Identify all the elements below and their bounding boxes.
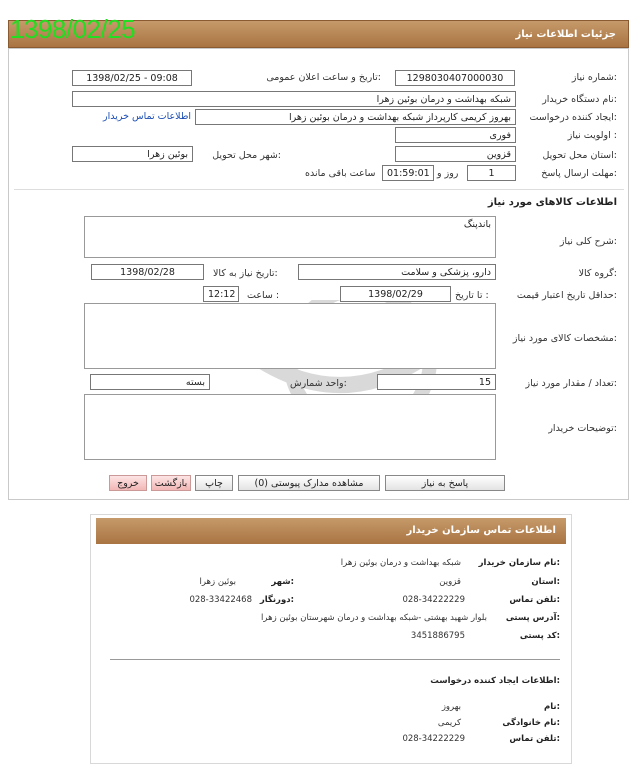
buyer-org-label: نام دستگاه خریدار: <box>542 94 617 105</box>
deadline-time-field: 01:59:01 <box>382 165 434 181</box>
creator-field: بهروز کریمی کارپرداز شبکه بهداشت و درمان بوئین زهرا <box>195 109 516 125</box>
contact-org-label: نام سازمان خریدار: <box>478 558 560 568</box>
unit-label: واحد شمارش: <box>290 378 347 389</box>
page-title: جزئیات اطلاعات نیاز <box>515 29 616 40</box>
contact-card <box>90 514 572 764</box>
creator-fname-value: بهروز <box>441 702 461 712</box>
until-label: تا تاریخ : <box>455 290 489 301</box>
remaining-word: ساعت باقی مانده <box>305 168 376 179</box>
contact-card-title: اطلاعات تماس سازمان خریدار <box>406 525 556 536</box>
days-word: روز و <box>437 168 459 179</box>
province-field: قزوین <box>395 146 516 162</box>
buyer-notes-label: توضیحات خریدار: <box>548 423 617 434</box>
creator-label: ایجاد کننده درخواست: <box>529 112 617 123</box>
contact-city-label: شهر: <box>271 577 294 587</box>
view-attachments-button[interactable]: مشاهده مدارک پیوستی (0) <box>238 475 380 491</box>
specs-textarea[interactable] <box>84 303 496 369</box>
specs-label: مشخصات کالای مورد نیاز: <box>512 333 617 344</box>
contact-phone-label: تلفن تماس: <box>509 595 560 605</box>
city-field: بوئین زهرا <box>72 146 193 162</box>
back-button[interactable]: بازگشت <box>151 475 191 491</box>
contact-postal-label: کد پستی: <box>519 631 560 641</box>
contact-postal-value: 3451886795 <box>410 631 465 641</box>
divider <box>14 189 624 190</box>
exit-button[interactable]: خروج <box>109 475 147 491</box>
contact-province-label: استان: <box>531 577 560 587</box>
validity-label: حداقل تاریخ اعتبار قیمت: <box>516 290 617 301</box>
contact-fax-label: دورنگار: <box>259 595 294 605</box>
need-number-field: 1298030407000030 <box>395 70 515 86</box>
need-number-label: شماره نیاز: <box>571 72 617 83</box>
contact-address-value: بلوار شهید بهشتی -شبکه بهداشت و درمان شهرستان بوئین زهرا <box>261 613 487 623</box>
contact-org-value: شبکه بهداشت و درمان بوئین زهرا <box>340 558 461 568</box>
group-label: گروه کالا: <box>578 268 617 279</box>
deadline-days-field: 1 <box>467 165 516 181</box>
date-stamp: 1398/02/25 <box>10 14 136 44</box>
buyer-org-field: شبکه بهداشت و درمان بوئین زهرا <box>72 91 516 107</box>
desc-textarea[interactable]: باندپنگ <box>84 216 496 258</box>
contact-address-label: آدرس پستی: <box>505 613 560 623</box>
unit-field: بسته <box>90 374 210 390</box>
need-date-field: 1398/02/28 <box>91 264 204 280</box>
contact-card-header <box>96 518 566 544</box>
deadline-label: مهلت ارسال پاسخ: <box>541 168 617 179</box>
creator-lname-value: کریمی <box>437 718 461 728</box>
qty-label: تعداد / مقدار مورد نیاز: <box>525 378 617 389</box>
need-date-label: تاریخ نیاز به کالا: <box>213 268 278 279</box>
city-label: شهر محل تحویل: <box>212 150 281 161</box>
desc-label: شرح کلی نیاز: <box>559 236 617 247</box>
contact-fax-value: 028-33422468 <box>189 595 252 605</box>
goods-section-title: اطلاعات کالاهای مورد نیاز <box>487 197 617 208</box>
creator-lname-label: نام خانوادگی: <box>502 718 560 728</box>
group-field: دارو، پزشکی و سلامت <box>298 264 496 280</box>
validity-date-field: 1398/02/29 <box>340 286 451 302</box>
buyer-notes-textarea[interactable] <box>84 394 496 460</box>
hour-label: ساعت : <box>247 290 280 301</box>
priority-field: فوری <box>395 127 516 143</box>
contact-phone-value: 028-34222229 <box>402 595 465 605</box>
province-label: استان محل تحویل: <box>542 150 617 161</box>
contact-province-value: قزوین <box>439 577 461 587</box>
contact-city-value: بوئین زهرا <box>199 577 236 587</box>
creator-fname-label: نام: <box>543 702 560 712</box>
announce-label: تاریخ و ساعت اعلان عمومی: <box>266 72 381 83</box>
announce-field: 1398/02/25 - 09:08 <box>72 70 192 86</box>
qty-field: 15 <box>377 374 496 390</box>
contact-divider <box>110 659 560 660</box>
creator-phone-label: تلفن تماس: <box>509 734 560 744</box>
priority-label: اولویت نیاز : <box>567 130 617 141</box>
creator-info-title: اطلاعات ایجاد کننده درخواست: <box>430 676 560 686</box>
validity-time-field: 12:12 <box>203 286 239 302</box>
print-button[interactable]: چاپ <box>195 475 233 491</box>
creator-phone-value: 028-34222229 <box>402 734 465 744</box>
buyer-contact-link[interactable]: اطلاعات تماس خریدار <box>103 111 192 122</box>
reply-button[interactable]: پاسخ به نیاز <box>385 475 505 491</box>
